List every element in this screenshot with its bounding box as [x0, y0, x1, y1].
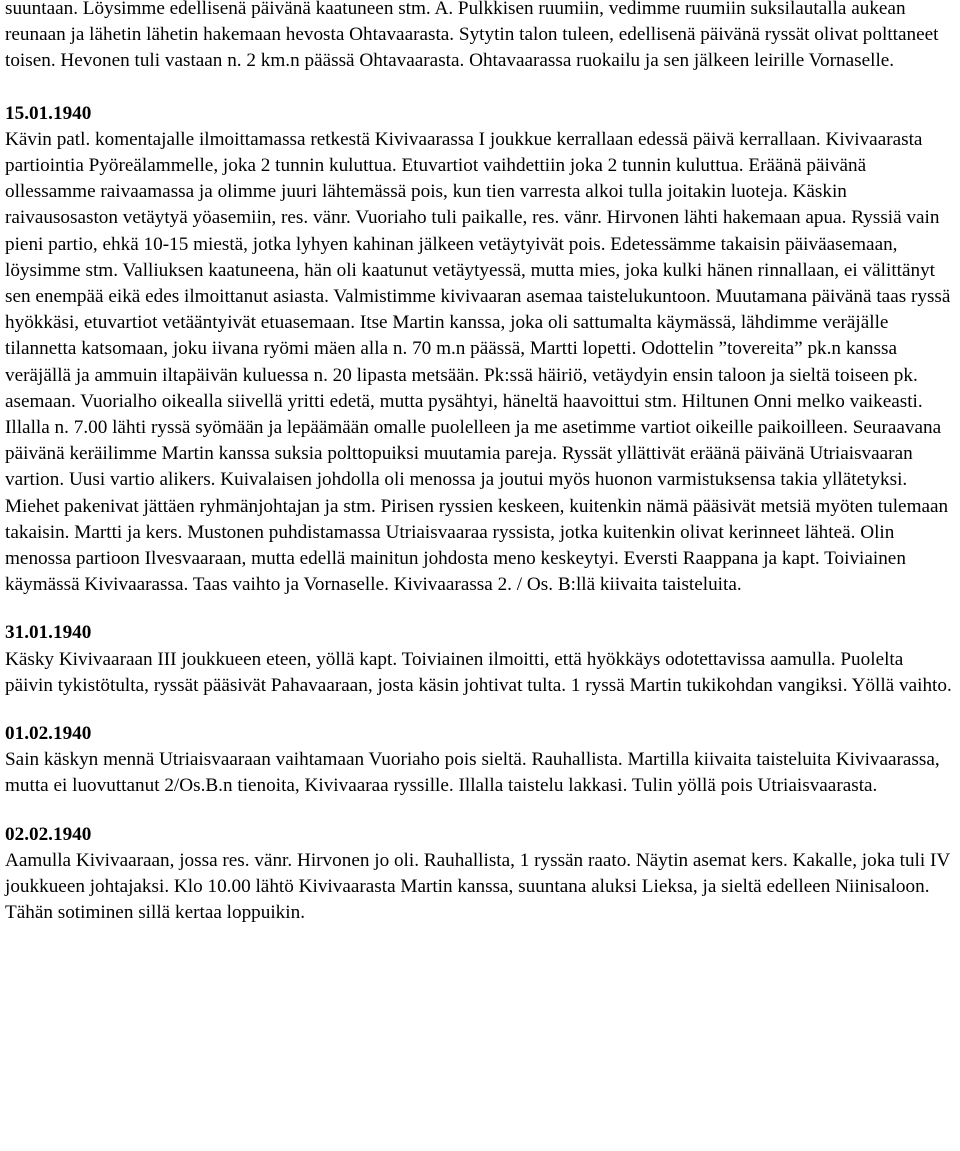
entry-text: Aamulla Kivivaaraan, jossa res. vänr. Hirvonen jo oli. Rauhallista, 1 ryssän raato. Näytin asemat kers. Kakalle, joka tuli IV joukkueen johtajaksi. Klo 10.00 lähtö Kivivaarasta Martin kanssa, suuntana aluksi Lieksa, ja sieltä edelleen Niinisaloon. Tähän sotiminen sillä kertaa loppuikin.: [5, 849, 950, 924]
diary-entry-4: [5, 822, 955, 927]
entry-date: 02.02.1940: [5, 823, 92, 845]
entry-text: Kävin patl. komentajalle ilmoittamassa retkestä Kivivaarassa I joukkue kerrallaan edessä päivä kerrallaan. Kivivaarasta partiointia Pyöreälammelle, joka 2 tunnin kuluttua. Etuvartiot vaihdettiin joka 2 tunnin kuluttua. Eräänä päivänä ollessamme raivaamassa ja olimme juuri lähtemässä pois, kun tien varresta alkoi tulla joitakin luoteja. Käskin raivausosaston vetäytyä yöasemiin, res. vänr. Vuoriaho tuli paikalle, res. vänr. Hirvonen lähti hakemaan apua. Ryssiä vain pieni partio, ehkä 10-15 miestä, jotka lyhyen kahinan jälkeen vetäytyivät pois. Edetessämme takaisin päiväasemaan, löysimme stm. Valliuksen kaatuneena, hän oli kaatunut vetäytyessä, mutta mies, joka kulki hänen rinnallaan, ei välittänyt sen enempää eikä edes ilmoittanut asiasta. Valmistimme kivivaaran asemaa taistelukuntoon. Muutamana päivänä taas ryssä hyökkäsi, etuvartiot vetääntyivät etuasemaan. Itse Martin kanssa, joka oli sattumalta käymässä, lähdimme veräjälle tilannetta katsomaan, joku iivana ryömi mäen alla n. 70 m.n päässä, Martti lopetti. Odottelin ”tovereita” pk.n kanssa veräjällä ja ammuin iltapäivän kuluessa n. 20 lipasta metsään. Pk:ssä häiriö, vetäydyin ensin taloon ja sieltä toiseen pk. asemaan. Vuorialho oikealla siivellä yritti edetä, mutta pysähtyi, häneltä haavoittui stm. Hiltunen Onni melko vaikeasti. Illalla n. 7.00 lähti ryssä syömään ja lepäämään omalle puolelleen ja me asetimme vartiot oikeille paikoilleen. Seuraavana päivänä keräilimme Martin kanssa suksia polttopuiksi muutamia pareja. Ryssät yllättivät eräänä päivänä Utriaisvaaran vartion. Uusi vartio alikers. Kuivalaisen johdolla oli menossa ja joutui myös huonon varmistuksensa takia yllätetyksi. Miehet pakenivat jättäen ryhmänjohtajan ja stm. Pirisen ryssien keskeen, kuitenkin nämä pääsivät metsiä myöten tulemaan takaisin. Martti ja kers. Mustonen puhdistamassa Utriaisvaaraa ryssista, jotka kuitenkin olivat kerinneet lähteä. Olin menossa partioon Ilvesvaaraan, mutta edellä mainitun johdosta meno keskeytyi. Eversti Raappana ja kapt. Toiviainen käymässä Kivivaarassa. Taas vaihto ja Vornaselle. Kivivaarassa 2. / Os. B:llä kiivaita taisteluita.: [5, 128, 951, 596]
entry-date: 15.01.1940: [5, 102, 92, 124]
diary-entry-3: [5, 721, 955, 800]
entry-date: 31.01.1940: [5, 622, 92, 644]
diary-entry-2: [5, 620, 955, 699]
entry-text: Käsky Kivivaaraan III joukkueen eteen, yöllä kapt. Toiviainen ilmoitti, että hyökkäys odotettavissa aamulla. Puolelta päivin tykistötulta, ryssät pääsivät Pahavaaraan, josta käsin johtivat tulta. 1 ryssä Martin tukikohdan vangiksi. Yöllä vaihto.: [5, 648, 952, 696]
document-page: [5, 0, 955, 927]
intro-paragraph: suuntaan. Löysimme edellisenä päivänä kaatuneen stm. A. Pulkkisen ruumiin, vedimme ruumiin suksilautalla aukean reunaan ja lähetin lähetin hakemaan hevosta Ohtavaarasta. Sytytin talon tuleen, edellisenä päivänä ryssät olivat polttaneet toisen. Hevonen tuli vastaan n. 2 km.n päässä Ohtavaarasta. Ohtavaarassa ruokailu ja sen jälkeen leirille Vornaselle.: [5, 0, 939, 72]
entry-date: 01.02.1940: [5, 723, 92, 745]
diary-entry-1: [5, 101, 955, 599]
entry-text: Sain käskyn mennä Utriaisvaaraan vaihtamaan Vuoriaho pois sieltä. Rauhallista. Martilla kiivaita taisteluita Kivivaarassa, mutta ei luovuttanut 2/Os.B.n tienoita, Kivivaaraa ryssille. Illalla taistelu lakkasi. Tulin yöllä pois Utriaisvaarasta.: [5, 749, 940, 797]
